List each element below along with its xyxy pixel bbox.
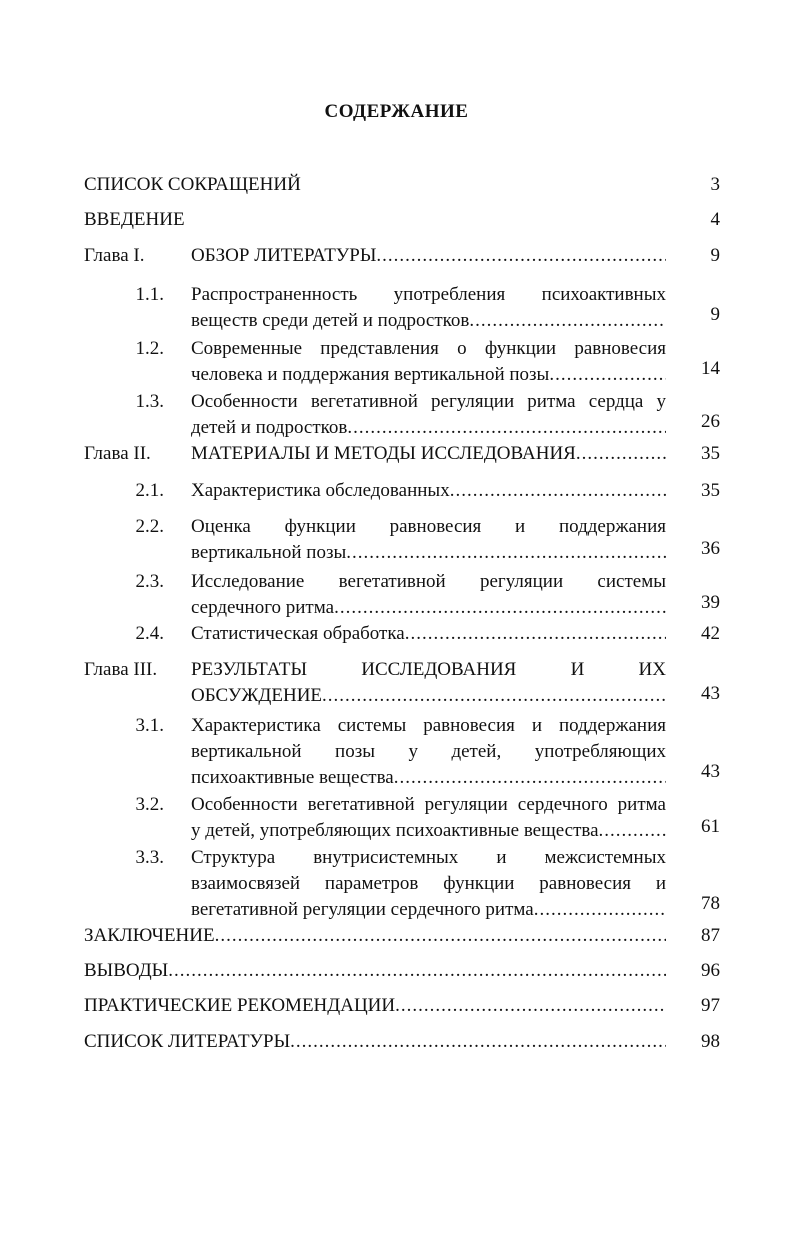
toc-entry-line: у детей, употребляющих психоактивные вещества bbox=[191, 820, 599, 841]
toc-page-number: 43 bbox=[701, 683, 720, 704]
toc-entry-references bbox=[84, 1029, 666, 1055]
dot-leader bbox=[450, 478, 666, 504]
chapter-number: Глава II. bbox=[84, 443, 151, 464]
toc-entry-line: вертикальной позы у детей, употребляющих bbox=[191, 741, 666, 762]
toc-page-number: 43 bbox=[701, 761, 720, 782]
toc-entry-line: Оценка функции равновесия и поддержания bbox=[191, 516, 666, 537]
toc-entry-line: Современные представления о функции равновесия bbox=[191, 338, 666, 359]
toc-entry-line: детей и подростков bbox=[191, 417, 348, 438]
toc-page-number: 42 bbox=[701, 623, 720, 644]
toc-entry-section-1-3 bbox=[191, 389, 666, 441]
toc-entry-section-2-2 bbox=[191, 514, 666, 566]
toc-entry-line: веществ среди детей и подростков bbox=[191, 310, 470, 331]
toc-entry-conclusion bbox=[84, 923, 666, 949]
toc-entry-line: Структура внутрисистемных и межсистемных bbox=[191, 847, 666, 868]
dot-leader bbox=[168, 958, 666, 984]
toc-entry-text: СПИСОК ЛИТЕРАТУРЫ bbox=[84, 1031, 291, 1052]
toc-entry-line: вегетативной регуляции сердечного ритма bbox=[191, 899, 534, 920]
toc-page-number: 96 bbox=[701, 960, 720, 981]
toc-entry-line: взаимосвязей параметров функции равновесия и bbox=[191, 873, 666, 894]
toc-page-number: 4 bbox=[710, 209, 720, 230]
toc-entry-section-1-2 bbox=[191, 336, 666, 388]
chapter-number: Глава III. bbox=[84, 659, 158, 680]
section-number: 2.4. bbox=[135, 623, 164, 644]
dot-leader bbox=[534, 897, 666, 923]
toc-page-number: 35 bbox=[701, 480, 720, 501]
toc-entry-section-3-3 bbox=[191, 845, 666, 923]
dot-leader bbox=[215, 923, 666, 949]
dot-leader bbox=[395, 993, 666, 1019]
toc-entry-text: ОБЗОР ЛИТЕРАТУРЫ bbox=[191, 245, 377, 266]
toc-entry-line: Особенности вегетативной регуляции сердечного ритма bbox=[191, 794, 666, 815]
section-number: 1.2. bbox=[135, 338, 164, 359]
toc-entry-line: сердечного ритма bbox=[191, 597, 335, 618]
toc-entry-chapter-3 bbox=[191, 657, 666, 709]
toc-entry-findings bbox=[84, 958, 666, 984]
toc-entry-introduction bbox=[84, 207, 666, 233]
dot-leader bbox=[599, 818, 666, 844]
toc-entry-line: Исследование вегетативной регуляции системы bbox=[191, 571, 666, 592]
dot-leader bbox=[346, 540, 666, 566]
toc-entry-line: вертикальной позы bbox=[191, 542, 347, 563]
toc-entry-line: Характеристика системы равновесия и поддержания bbox=[191, 715, 666, 736]
dot-leader bbox=[394, 765, 666, 791]
toc-entry-text: Статистическая обработка bbox=[191, 623, 405, 644]
dot-leader bbox=[334, 595, 666, 621]
toc-entry-section-3-2 bbox=[191, 792, 666, 844]
toc-page-number: 35 bbox=[701, 443, 720, 464]
toc-entry-section-1-1 bbox=[191, 282, 666, 334]
toc-entry-text: Характеристика обследованных bbox=[191, 480, 450, 501]
toc-entry-text: ВВЕДЕНИЕ bbox=[84, 209, 185, 230]
toc-entry-abbreviations bbox=[84, 172, 666, 198]
section-number: 3.3. bbox=[135, 847, 164, 868]
dot-leader bbox=[376, 243, 666, 269]
dot-leader bbox=[549, 362, 666, 388]
toc-page-number: 97 bbox=[701, 995, 720, 1016]
toc-entry-text: ВЫВОДЫ bbox=[84, 960, 169, 981]
toc-page-number: 9 bbox=[710, 245, 720, 266]
toc-page-number: 3 bbox=[710, 174, 720, 195]
dot-leader bbox=[405, 621, 666, 647]
toc-entry-text: СПИСОК СОКРАЩЕНИЙ bbox=[84, 174, 301, 195]
section-number: 1.1. bbox=[135, 284, 164, 305]
toc-entry-line: ОБСУЖДЕНИЕ bbox=[191, 685, 323, 706]
dot-leader bbox=[469, 308, 666, 334]
dot-leader bbox=[290, 1029, 666, 1055]
toc-page-number: 36 bbox=[701, 538, 720, 559]
dot-leader bbox=[576, 441, 666, 467]
toc-page-number: 61 bbox=[701, 816, 720, 837]
toc-entry-text: МАТЕРИАЛЫ И МЕТОДЫ ИССЛЕДОВАНИЯ bbox=[191, 443, 576, 464]
toc-entry-chapter-2 bbox=[191, 441, 666, 467]
toc-entry-recommendations bbox=[84, 993, 666, 1019]
chapter-number: Глава I. bbox=[84, 245, 145, 266]
toc-entry-line: Особенности вегетативной регуляции ритма сердца у bbox=[191, 391, 666, 412]
page-title: СОДЕРЖАНИЕ bbox=[324, 101, 469, 122]
toc-entry-line: Распространенность употребления психоактивных bbox=[191, 284, 666, 305]
toc-page-number: 87 bbox=[701, 925, 720, 946]
toc-entry-line: психоактивные вещества bbox=[191, 767, 394, 788]
toc-entry-section-2-1 bbox=[191, 478, 666, 504]
toc-page-number: 14 bbox=[701, 358, 720, 379]
toc-page-number: 98 bbox=[701, 1031, 720, 1052]
section-number: 3.1. bbox=[135, 715, 164, 736]
section-number: 2.3. bbox=[135, 571, 164, 592]
toc-entry-text: ЗАКЛЮЧЕНИЕ bbox=[84, 925, 215, 946]
toc-entry-chapter-1 bbox=[191, 243, 666, 269]
section-number: 2.2. bbox=[135, 516, 164, 537]
toc-entry-section-2-4 bbox=[191, 621, 666, 647]
toc-entry-section-2-3 bbox=[191, 569, 666, 621]
section-number: 3.2. bbox=[135, 794, 164, 815]
toc-entry-line: РЕЗУЛЬТАТЫ ИССЛЕДОВАНИЯ И ИХ bbox=[191, 659, 666, 680]
section-number: 2.1. bbox=[135, 480, 164, 501]
toc-entry-line: человека и поддержания вертикальной позы bbox=[191, 364, 550, 385]
toc-page-number: 39 bbox=[701, 592, 720, 613]
toc-page-number: 26 bbox=[701, 411, 720, 432]
toc-entry-text: ПРАКТИЧЕСКИЕ РЕКОМЕНДАЦИИ bbox=[84, 995, 396, 1016]
dot-leader bbox=[322, 683, 666, 709]
section-number: 1.3. bbox=[135, 391, 164, 412]
toc-page-number: 78 bbox=[701, 893, 720, 914]
toc-entry-section-3-1 bbox=[191, 713, 666, 791]
toc-page-number: 9 bbox=[710, 304, 720, 325]
dot-leader bbox=[347, 415, 666, 441]
